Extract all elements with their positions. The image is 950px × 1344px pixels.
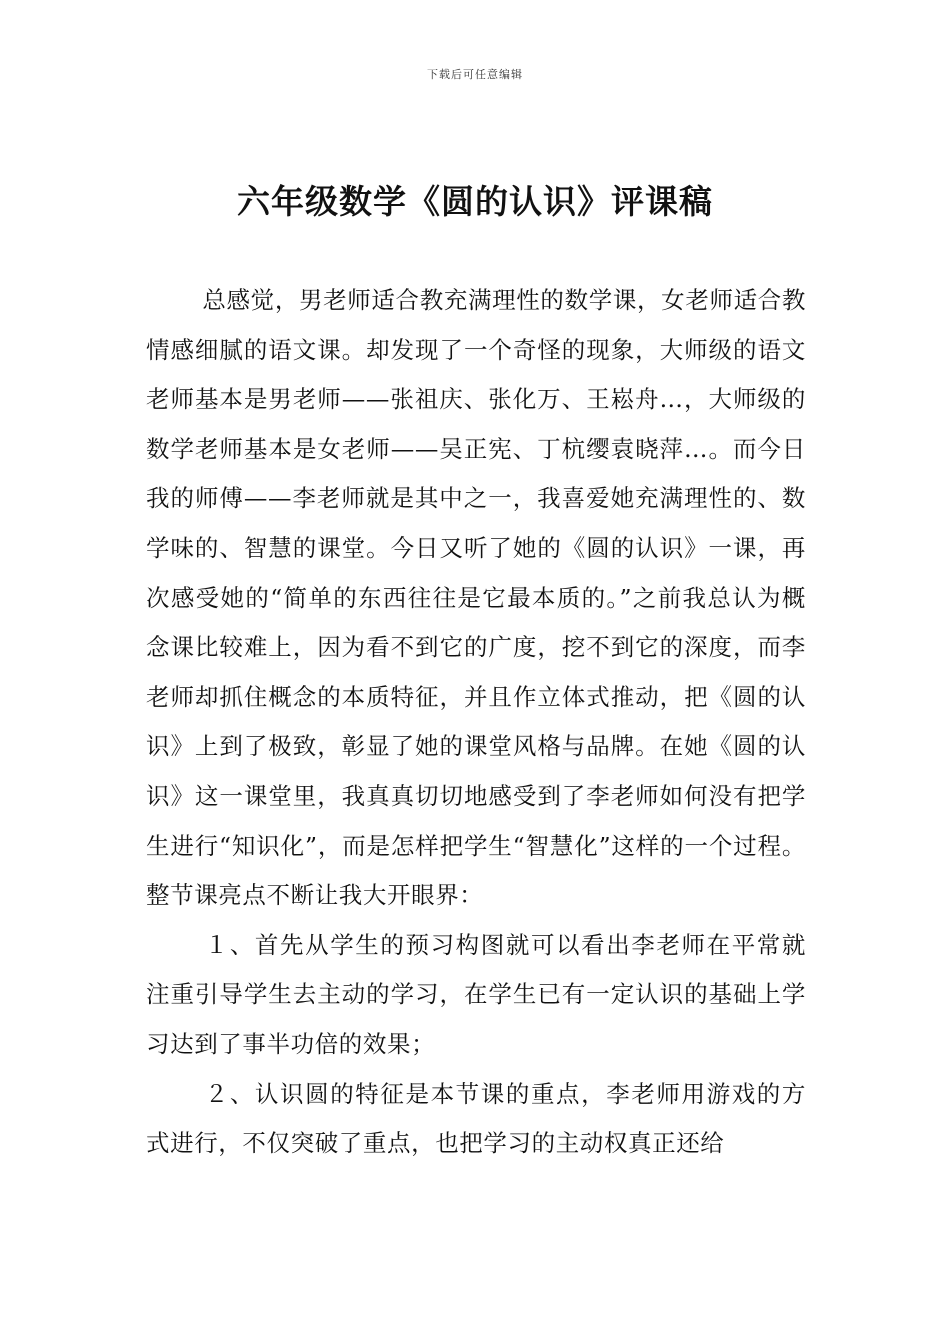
download-note: 下载后可任意编辑 [427, 68, 523, 81]
document-title: 六年级数学《圆的认识》评课稿 [237, 182, 713, 221]
paragraph-point-1: １、首先从学生的预习构图就可以看出李老师在平常就注重引导学生去主动的学习，在学生已有一定认识的基础上学习达到了事半功倍的效果； [146, 930, 806, 1058]
paragraph-intro: 总感觉，男老师适合教充满理性的数学课，女老师适合教情感细腻的语文课。却发现了一个奇怪的现象，大师级的语文老师基本是男老师——张祖庆、张化万、王崧舟…，大师级的数学老师基本是女老师——吴正宪、丁杭缨袁晓萍…。而今日我的师傅——李老师就是其中之一，我喜爱她充满理性的、数学味的、智慧的课堂。今日又听了她的《圆的认识》一课，再次感受她的“简单的东西往往是它最本质的。”之前我总认为概念课比较难上，因为看不到它的广度，挖不到它的深度，而李老师却抓住概念的本质特征，并且作立体式推动，把《圆的认识》上到了极致，彰显了她的课堂风格与品牌。在她《圆的认识》这一课堂里，我真真切切地感受到了李老师如何没有把学生进行“知识化”，而是怎样把学生“智慧化”这样的一个过程。整节课亮点不断让我大开眼界： [146, 286, 806, 910]
document-body [146, 276, 806, 1169]
paragraph-point-2: ２、认识圆的特征是本节课的重点，李老师用游戏的方式进行，不仅突破了重点，也把学习的主动权真正还给 [146, 1079, 806, 1158]
